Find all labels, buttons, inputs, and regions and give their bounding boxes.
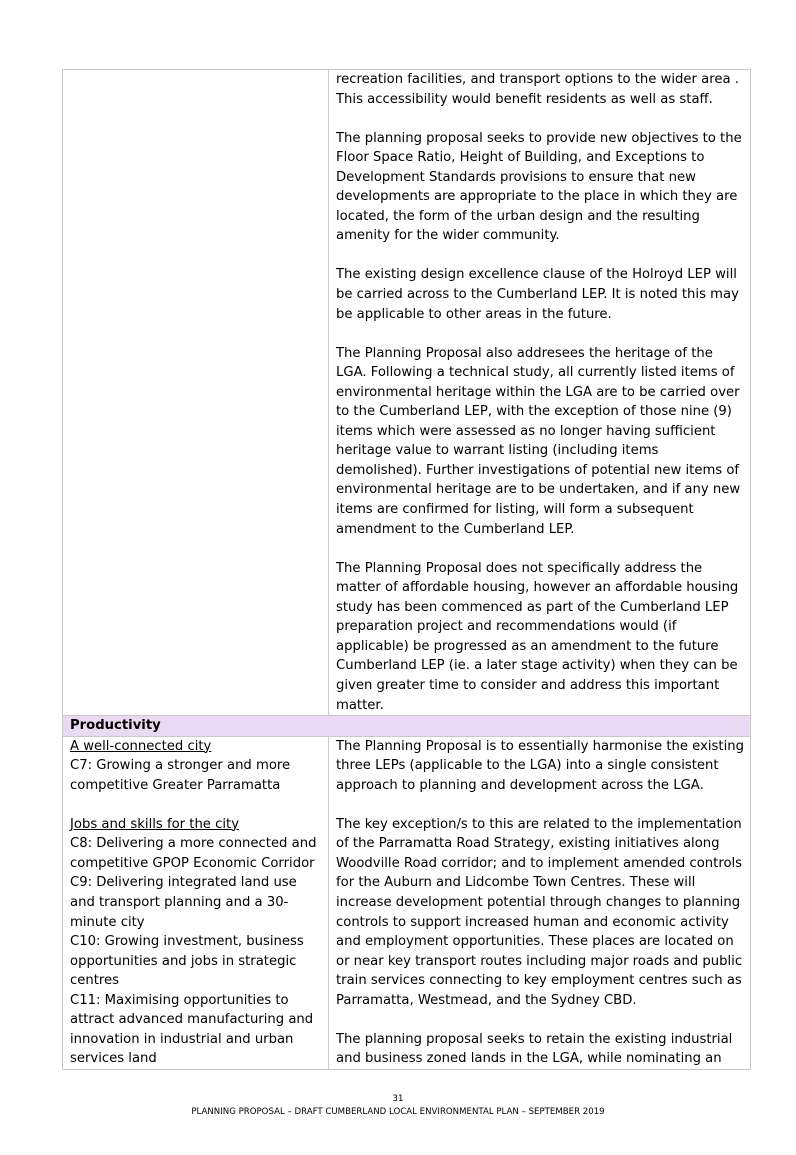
objective-item: C7: Growing a stronger and more competitive Greater Parramatta — [70, 758, 291, 793]
section-heading-row — [63, 716, 751, 737]
paragraph: The planning proposal seeks to provide new objectives to the Floor Space Ratio, Height of Building, and Exceptions to Development Standards provisions to ensure that new developments are appropriate to the place in which they are located, the form of the urban design and the resulting amenity for the wider community. — [336, 130, 742, 244]
paragraph: recreation facilities, and transport options to the wider area . This accessibility would benefit residents as well as staff. — [336, 72, 739, 107]
objective-heading: A well-connected city — [70, 738, 212, 754]
spacer — [70, 795, 322, 815]
paragraph: The existing design excellence clause of the Holroyd LEP will be carried across to the Cumberland LEP. It is noted this may be applicable to other areas in the future. — [336, 267, 739, 322]
paragraph: The planning proposal seeks to retain the existing industrial and business zoned lands in the LGA, while nominating an — [336, 1031, 733, 1067]
section-heading-productivity: Productivity — [63, 716, 751, 737]
right-cell-continued — [329, 70, 751, 716]
objective-heading: Jobs and skills for the city — [70, 816, 240, 832]
paragraph: The Planning Proposal also addresees the heritage of the LGA. Following a technical study, all currently listed items of environmental heritage within the LGA are to be carried over to the Cumberland LEP, with the exception of those nine (9) items which were assessed as no longer having sufficient heritage value to warrant listing (including items demolished). Further investigations of potential new items of environmental heritage are to be undertaken, and if any new items are confirmed for listing, will form a subsequent amendment to the Cumberland LEP. — [336, 345, 741, 537]
right-cell-response — [329, 736, 751, 1069]
page-number: 31 — [392, 1094, 404, 1104]
footer-title: PLANNING PROPOSAL – DRAFT CUMBERLAND LOCAL ENVIRONMENTAL PLAN – SEPTEMBER 2019 — [191, 1107, 605, 1117]
table-row-continued — [63, 70, 751, 716]
left-cell-empty — [63, 70, 329, 716]
table-row-productivity — [63, 736, 751, 1069]
objective-item: C10: Growing investment, business opportunities and jobs in strategic centres — [70, 934, 304, 989]
left-cell-objectives — [63, 736, 329, 1069]
paragraph: The Planning Proposal is to essentially harmonise the existing three LEPs (applicable to the LGA) into a single consistent approach to planning and development across the LGA. — [336, 738, 744, 793]
objective-item: C8: Delivering a more connected and competitive GPOP Economic Corridor — [70, 836, 317, 871]
paragraph: The key exception/s to this are related to the implementation of the Parramatta Road Strategy, existing initiatives along Woodville Road corridor; and to implement amended controls for the Auburn and Lidcombe Town Centres. These will increase development potential through changes to planning controls to support increased human and economic activity and employment opportunities. These places are located on or near key transport routes including major roads and public train services connecting to key employment centres such as Parramatta, Westmead, and the Sydney CBD. — [336, 816, 743, 1008]
objective-item: C9: Delivering integrated land use and transport planning and a 30-minute city — [70, 875, 297, 930]
objective-item: C11: Maximising opportunities to attract advanced manufacturing and innovation in industrial and urban services land — [70, 992, 314, 1067]
comparison-table — [62, 69, 751, 1070]
paragraph: The Planning Proposal does not specifically address the matter of affordable housing, however an affordable housing study has been commenced as part of the Cumberland LEP preparation project and recommendations would (if applicable) be progressed as an amendment to the future Cumberland LEP (ie. a later stage activity) when they can be given greater time to consider and address this important matter. — [336, 560, 739, 713]
